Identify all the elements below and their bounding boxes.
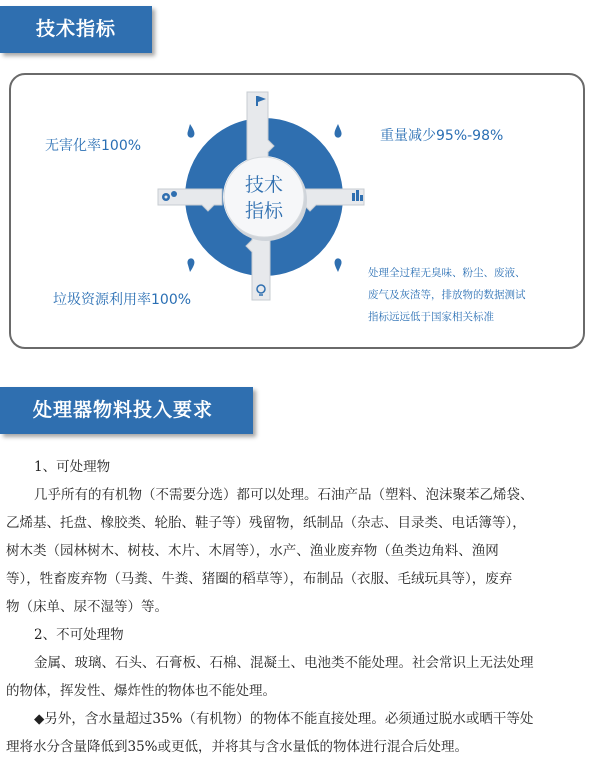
paragraph-line: 树木类（园林树木、树枝、木片、木屑等），水产、渔业废弃物（鱼类边角料、渔网 [6, 543, 499, 559]
center-label-line1: 技术 [244, 174, 283, 196]
paragraph-line: 的物体，挥发性、爆炸性的物体也不能处理。 [6, 683, 276, 699]
metric-resource-utilization: 垃圾资源利用率100% [53, 292, 192, 308]
paragraph-line: 乙烯基、托盘、橡胶类、轮胎、鞋子等）残留物，纸制品（杂志、目录类、电话簿等）， [6, 515, 526, 531]
paragraph-line: 理将水分含量降低到35%或更低，并将其与含水量低的物体进行混合后处理。 [6, 739, 469, 755]
drop-decoration [335, 124, 342, 138]
emission-note-line: 处理全过程无臭味、粉尘、废液、 [368, 267, 526, 279]
paragraph-line: 金属、玻璃、石头、石膏板、石棉、混凝土、电池类不能处理。社会常识上无法处理 [34, 655, 534, 671]
metric-harmless-rate: 无害化率100% [45, 138, 142, 154]
metric-weight-reduction: 重量减少95%-98% [380, 128, 504, 144]
drop-decoration [335, 258, 342, 272]
subheading-non-processable: 2、不可处理物 [34, 627, 124, 643]
drop-decoration [187, 124, 194, 138]
section-title-banner [0, 387, 253, 434]
drop-decoration [187, 258, 194, 272]
emission-note-line: 指标远远低于国家相关标准 [368, 311, 494, 323]
paragraph-line: 几乎所有的有机物（不需要分选）都可以处理。石油产品（塑料、泡沫聚苯乙烯袋、 [34, 487, 534, 503]
section-title: 技术指标 [36, 18, 117, 40]
emission-note-line: 废气及灰渣等，排放物的数据测试 [368, 289, 526, 301]
paragraph-line: 物（床单、尿不湿等）等。 [6, 599, 168, 615]
subheading-processable: 1、可处理物 [34, 459, 111, 475]
paragraph-line: 等），牲畜废弃物（马粪、牛粪、猪圈的稻草等），布制品（衣服、毛绒玩具等），废弃 [6, 571, 513, 587]
paragraph-line: ◆另外，含水量超过35%（有机物）的物体不能直接处理。必须通过脱水或晒干等处 [34, 711, 534, 727]
center-label-line2: 指标 [244, 200, 283, 222]
section-title: 处理器物料投入要求 [33, 399, 214, 421]
